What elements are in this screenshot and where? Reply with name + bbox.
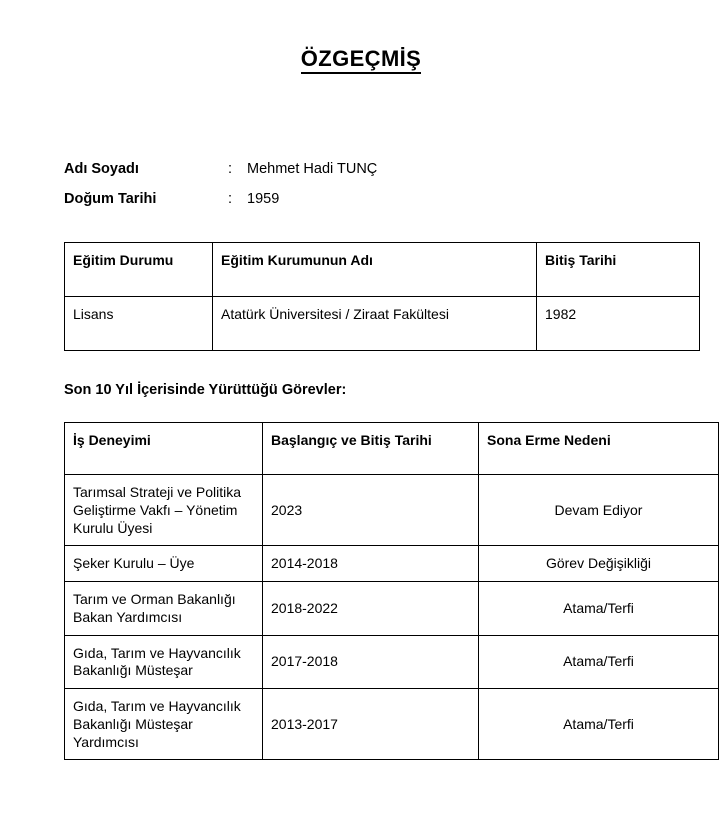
experience-cell-job: Tarım ve Orman Bakanlığı Bakan Yardımcısı	[65, 582, 263, 636]
experience-cell-dates: 2014-2018	[263, 546, 479, 582]
experience-cell-reason: Atama/Terfi	[479, 689, 719, 760]
table-row	[65, 582, 719, 636]
table-row	[65, 297, 700, 351]
experience-header-job: İş Deneyimi	[65, 423, 263, 475]
education-header-enddate: Bitiş Tarihi	[537, 243, 700, 297]
experience-cell-dates: 2018-2022	[263, 582, 479, 636]
experience-cell-reason: Görev Değişikliği	[479, 546, 719, 582]
experience-table	[64, 422, 719, 760]
birthyear-label: Doğum Tarihi	[64, 191, 157, 207]
page-title-text: ÖZGEÇMİŞ	[301, 46, 422, 74]
experience-cell-reason: Atama/Terfi	[479, 635, 719, 689]
experience-cell-job: Gıda, Tarım ve Hayvancılık Bakanlığı Müsteşar Yardımcısı	[65, 689, 263, 760]
experience-cell-job: Gıda, Tarım ve Hayvancılık Bakanlığı Müsteşar	[65, 635, 263, 689]
experience-cell-reason: Devam Ediyor	[479, 475, 719, 546]
education-cell-institution: Atatürk Üniversitesi / Ziraat Fakültesi	[213, 297, 537, 351]
experience-cell-reason: Atama/Terfi	[479, 582, 719, 636]
experience-cell-dates: 2023	[263, 475, 479, 546]
experience-header-reason: Sona Erme Nedeni	[479, 423, 719, 475]
personal-info-block	[64, 161, 624, 221]
table-row	[65, 475, 719, 546]
birthyear-separator: :	[228, 191, 233, 207]
experience-cell-dates: 2013-2017	[263, 689, 479, 760]
experience-cell-job: Tarımsal Strateji ve Politika Geliştirme Vakfı – Yönetim Kurulu Üyesi	[65, 475, 263, 546]
education-header-institution: Eğitim Kurumunun Adı	[213, 243, 537, 297]
experience-header-dates: Başlangıç ve Bitiş Tarihi	[263, 423, 479, 475]
table-row	[65, 635, 719, 689]
experience-cell-job: Şeker Kurulu – Üye	[65, 546, 263, 582]
page-title	[0, 46, 722, 72]
personal-info-row-name	[64, 161, 624, 191]
name-separator: :	[228, 161, 233, 177]
experience-cell-dates: 2017-2018	[263, 635, 479, 689]
table-row	[65, 546, 719, 582]
experience-table-header-row	[65, 423, 719, 475]
education-header-level: Eğitim Durumu	[65, 243, 213, 297]
experience-section-heading: Son 10 Yıl İçerisinde Yürüttüğü Görevler:	[64, 382, 347, 398]
education-table-header-row	[65, 243, 700, 297]
birthyear-value: 1959	[247, 191, 280, 207]
name-label: Adı Soyadı	[64, 161, 139, 177]
name-value: Mehmet Hadi TUNÇ	[247, 161, 378, 177]
personal-info-row-birthyear	[64, 191, 624, 221]
table-row	[65, 689, 719, 760]
education-cell-enddate: 1982	[537, 297, 700, 351]
education-table	[64, 242, 700, 351]
education-cell-level: Lisans	[65, 297, 213, 351]
